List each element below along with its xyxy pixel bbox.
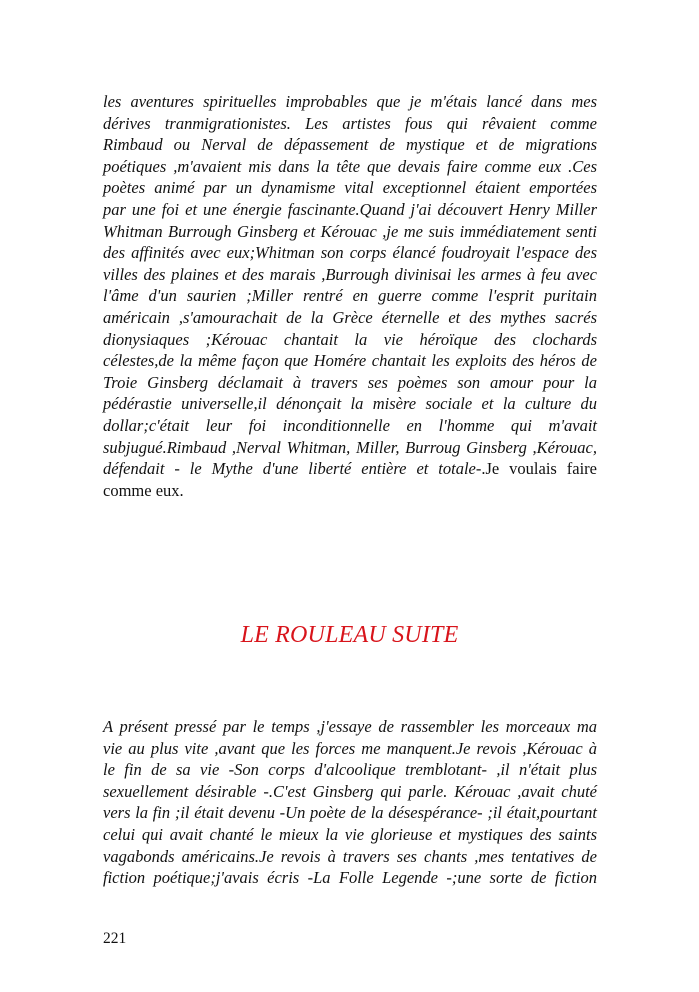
text-line: subjugué.Rimbaud ,Nerval Whitman, Miller, Burroug Ginsberg ,Kérouac, <box>103 437 597 457</box>
text-line: vie au plus vite ,avant que les forces me manquent.Je revois ,Kérouac à <box>103 738 597 758</box>
text-line: fiction poétique;j'avais écris -La Folle Legende -;une sorte de fiction <box>103 868 597 888</box>
text-italic-segment: défendait - le Mythe d'une liberté entière et totale- <box>103 459 482 479</box>
text-line: dollar;c'était leur foi inconditionnelle en l'homme qui m'avait <box>103 415 597 435</box>
text-line: pédérastie universelle,il dénonçait la misère sociale et la culture du <box>103 394 597 414</box>
text-line: des affinités avec eux;Whitman son corps élancé foudroyait l'espace des <box>103 243 597 263</box>
text-line: célestes,de la même façon que Homére chantait les exploits des héros de <box>103 351 597 371</box>
text-line: poètes animé par un dynamisme vital exceptionnel étaient emportées <box>103 178 597 198</box>
text-line: poétiques ,m'avaient mis dans la tête que devais faire comme eux .Ces <box>103 156 597 176</box>
paragraph-top <box>103 91 597 501</box>
text-line-mixed <box>103 458 597 480</box>
text-line: A présent pressé par le temps ,j'essaye de rassembler les morceaux ma <box>103 717 597 736</box>
text-line: par une foi et une énergie fascinante.Quand j'ai découvert Henry Miller <box>103 199 597 219</box>
text-upright-segment: .Je voulais faire <box>481 459 597 479</box>
text-line: dérives tranmigrationistes. Les artistes fous qui rêvaient comme <box>103 113 597 133</box>
text-line: Rimbaud ou Nerval de dépassement de mystique et de migrations <box>103 135 597 155</box>
page-number: 221 <box>103 930 127 947</box>
section-heading: LE ROULEAU SUITE <box>240 622 459 648</box>
text-line-last: comme eux. <box>103 480 184 500</box>
text-line: sexuellement désirable -.C'est Ginsberg qui parle. Kérouac ,avait chuté <box>103 781 597 801</box>
text-line: celui qui avait chanté le mieux la vie glorieuse et mystiques des saints <box>103 824 597 844</box>
text-line: les aventures spirituelles improbables que je m'étais lancé dans mes <box>103 92 597 111</box>
text-line: le fin de sa vie -Son corps d'alcoolique tremblotant- ,il n'était plus <box>103 760 597 780</box>
text-line: vers la fin ;il était devenu -Un poète de la désespérance- ;il était,pourtant <box>103 803 597 823</box>
text-line: Whitman Burrough Ginsberg et Kérouac ,je me suis immédiatement senti <box>103 221 597 241</box>
text-line: l'âme d'un saurien ;Miller rentré en guerre comme l'esprit puritain <box>103 286 597 306</box>
text-line: dionysiaques ;Kérouac chantait la vie héroïque des clochards <box>103 329 597 349</box>
text-line: américain ,s'amourachait de la Grèce éternelle et des mythes sacrés <box>103 307 597 327</box>
text-line: vagabonds américains.Je revois à travers ses chants ,mes tentatives de <box>103 846 597 866</box>
text-line: villes des plaines et des marais ,Burrough divinisai les armes à feu avec <box>103 264 597 284</box>
text-line: Troie Ginsberg déclamait à travers ses poèmes son amour pour la <box>103 372 597 392</box>
paragraph-bottom <box>103 716 597 889</box>
